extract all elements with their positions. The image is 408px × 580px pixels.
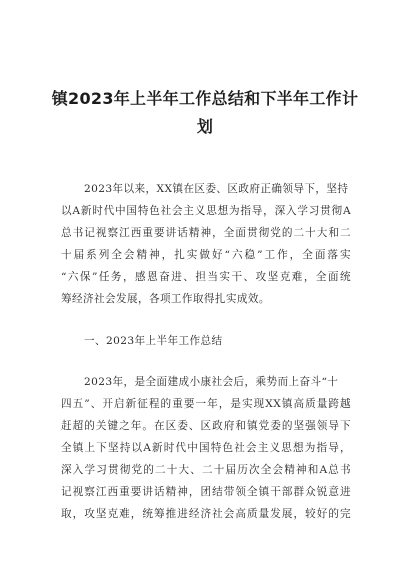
- paragraph-1-line-5: “六保”任务，感恩奋进、担当实干、攻坚克难，全面统: [61, 271, 351, 283]
- document-title-line-2: 划: [196, 117, 214, 136]
- paragraph-1-line-4: 十届系列全会精神，扎实做好“六稳”工作，全面落实: [61, 249, 351, 261]
- paragraph-2-line-4: 全镇上下坚持以A新时代中国特色社会主义思想为指导，: [61, 442, 351, 454]
- paragraph-1-line-3: 总书记视察江西重要讲话精神，全面贯彻党的二十大和二: [61, 227, 351, 239]
- paragraph-2-line-6: 记视察江西重要讲话精神，团结带领全镇干部群众锐意进: [61, 486, 351, 498]
- paragraph-1-line-6: 筹经济社会发展，各项工作取得扎实成效。: [61, 293, 270, 305]
- document-title-line-1: 镇2023年上半年工作总结和下半年工作计: [51, 89, 359, 108]
- paragraph-2-line-5: 深入学习贯彻党的二十大、二十届历次全会精神和A总书: [61, 464, 351, 476]
- paragraph-1-line-2: 以A新时代中国特色社会主义思想为指导，深入学习贯彻A: [61, 205, 351, 217]
- paragraph-1-line-1: 2023年以来，XX镇在区委、区政府正确领导下，坚持: [84, 183, 349, 195]
- section-heading: 一、2023年上半年工作总结: [84, 335, 223, 347]
- paragraph-2-line-2: 四五”、开启新征程的重要一年，是实现XX镇高质量跨越: [61, 398, 351, 410]
- paragraph-2-line-3: 赶超的关键之年。在区委、区政府和镇党委的坚强领导下: [61, 420, 351, 432]
- paragraph-2-line-7: 取，攻坚克难，统筹推进经济社会高质量发展，较好的完: [61, 508, 351, 520]
- paragraph-2-line-1: 2023年，是全面建成小康社会后，乘势而上奋斗“十: [84, 376, 339, 388]
